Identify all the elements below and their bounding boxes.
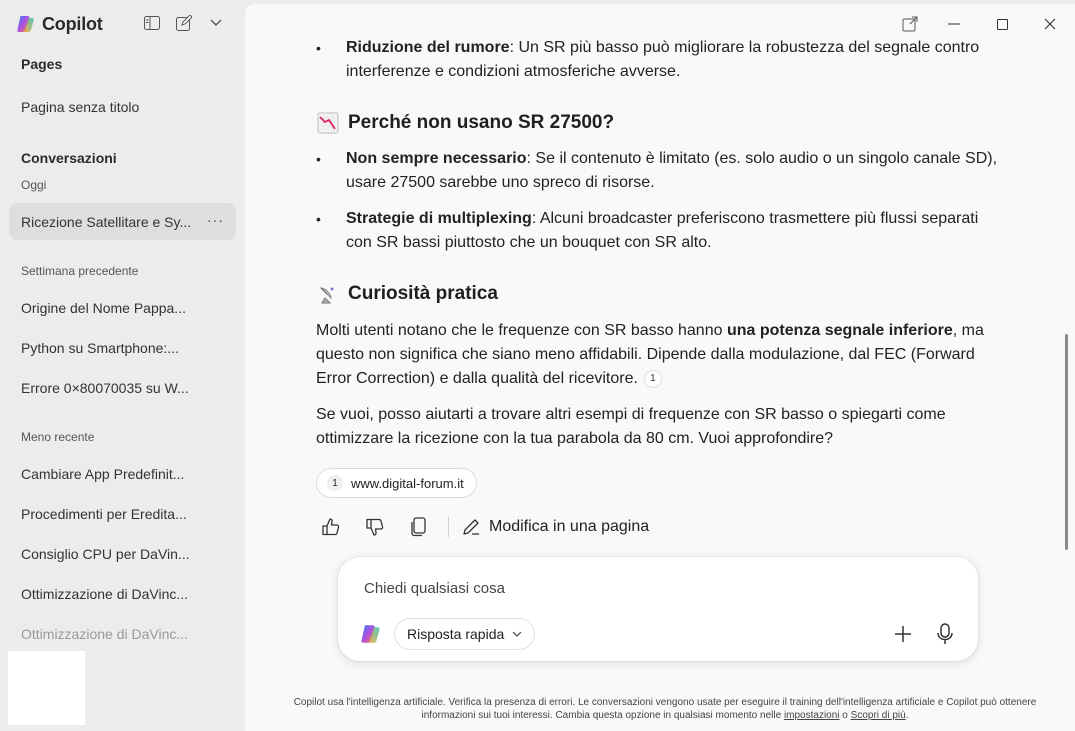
pages-title: Pages	[21, 56, 63, 72]
source-number: 1	[327, 475, 343, 491]
sidebar-item-label: Ottimizzazione di DaVinc...	[21, 585, 189, 602]
message-composer	[338, 557, 978, 661]
sidebar-item-label: Procedimenti per Eredita...	[21, 505, 187, 522]
settings-link[interactable]: impostazioni	[783, 710, 840, 721]
popout-icon[interactable]	[900, 14, 920, 34]
thumbs-down-icon[interactable]	[360, 512, 390, 542]
app-title: Copilot	[42, 13, 103, 34]
microphone-icon	[936, 623, 954, 645]
copilot-logo-icon	[360, 623, 382, 645]
sidebar-item-conversation[interactable]	[9, 535, 236, 572]
group-title-last-week: Settimana precedente	[21, 264, 139, 278]
close-icon[interactable]	[1040, 14, 1060, 34]
sidebar-toolbar	[143, 14, 225, 32]
conversations-title: Conversazioni	[21, 150, 117, 166]
bullet-text: : Alcuni broadcaster preferiscono trasmettere più flussi separati con SR bassi piuttosto che un bouquet con SR alto.	[346, 210, 979, 251]
satellite-dish-icon	[316, 282, 340, 306]
sidebar-item-conversation[interactable]	[9, 455, 236, 492]
bullet-text: : Un SR più basso può migliorare la robustezza del segnale contro interferenze e condizioni atmosferiche avverse.	[346, 39, 980, 80]
sidebar-toggle-icon[interactable]	[143, 14, 161, 32]
edit-pencil-icon	[461, 517, 481, 537]
sidebar-item-conversation[interactable]	[9, 615, 236, 652]
sidebar-item-label: Cambiare App Predefinit...	[21, 465, 185, 482]
group-title-older: Meno recente	[21, 430, 95, 444]
sidebar-item-label: Origine del Nome Pappa...	[21, 299, 186, 316]
bullet-bold: Non sempre necessario	[346, 150, 527, 167]
source-link[interactable]	[316, 468, 477, 498]
heading-text: Curiosità pratica	[348, 283, 498, 304]
sidebar-item-conversation-active[interactable]	[9, 203, 236, 240]
microphone-button[interactable]	[933, 622, 957, 646]
chat-area: • Riduzione del rumore: Un SR più basso può migliorare la robustezza del segnale contro interferenze e condizioni atmosferiche avverse. Perché non usano SR 27500? • Non sempre necessario: Se il contenuto è limitato (es. solo audio o un singolo canale SD), usare 27500 sarebbe uno spreco di risorse. • Strategie di multiplexing: Alcuni broadcaster preferiscono trasmettere più flussi separati con SR bassi piuttosto che un bouquet con SR alto. Curiosità pratica Molti utenti notano che le frequenze con SR basso hanno una potenza segnale inferiore, ma questo non significa che siano meno affidabili. Dipende dalla modulazione, dal FEC (Forward Error Correction) e dalla qualità del ricevitore. 1 Se vuoi, posso aiutarti a trovare altri esempi di frequenze con SR basso o spiegarti come ottimizzare la ricezione con la tua parabola da 80 cm. Vuoi approfondire? 1 www.digital-forum.it Modifica in una pagina Chiedi qualsiasi cosa Risposta rapida Copilot usa l'intelligenza artificiale. Verifica la presenza di errori. Le conversazioni vengono usate per eseguire il training dell'intelligenza artificiale e Copilot può ottenere informazioni sui tuoi interessi. Cambia questa opzione in qualsiasi momento nelle impostazioni o Scopri di più.	[245, 4, 1075, 731]
paragraph: Se vuoi, posso aiutarti a trovare altri esempi di frequenze con SR basso o spiegarti come ottimizzare la ricezione con la tua parabola da 80 cm. Vuoi approfondire?	[316, 406, 946, 447]
sidebar-item-label: Consiglio CPU per DaVin...	[21, 545, 190, 562]
more-options-icon[interactable]: ···	[207, 212, 224, 228]
sidebar-item-page[interactable]	[9, 88, 236, 125]
edit-in-page-button[interactable]	[461, 517, 649, 537]
sidebar-item-label: Ottimizzazione di DaVinc...	[21, 625, 189, 642]
edit-in-page-label: Modifica in una pagina	[489, 518, 650, 535]
learn-more-link[interactable]: Scopri di più	[850, 710, 906, 721]
response-mode-select[interactable]	[394, 618, 535, 650]
sidebar-item-label: Errore 0×80070035 su W...	[21, 379, 189, 396]
thumbs-up-icon[interactable]	[316, 512, 346, 542]
app-logo	[16, 12, 103, 36]
minimize-icon[interactable]	[944, 14, 964, 34]
bullet-bold: Strategie di multiplexing	[346, 210, 532, 227]
message-actions	[316, 512, 649, 542]
blank-panel	[8, 651, 85, 725]
disclaimer: Copilot usa l'intelligenza artificiale. Verifica la presenza di errori. Le conversazioni vengono usate per eseguire il training dell'intelligenza artificiale e Copilot può ottenere informazioni sui tuoi interessi. Cambia questa opzione in qualsiasi momento nelle impostazioni o Scopri di più.	[293, 697, 1037, 721]
new-chat-icon[interactable]	[175, 14, 193, 32]
source-label: www.digital-forum.it	[351, 475, 464, 491]
chevron-down-icon[interactable]	[207, 14, 225, 32]
paragraph: Molti utenti notano che le frequenze con SR basso hanno una potenza segnale inferiore, ma questo non significa che siano meno affidabili. Dipende dalla modulazione, dal FEC (Forward Error Correction) e dalla qualità del ricevitore. 1	[316, 322, 984, 387]
chat-input[interactable]	[364, 577, 924, 599]
chart-decreasing-icon	[316, 111, 340, 135]
copilot-logo-icon	[16, 14, 36, 34]
plus-icon	[894, 625, 912, 643]
maximize-icon[interactable]	[992, 14, 1012, 34]
copy-icon[interactable]	[404, 512, 434, 542]
chevron-down-icon	[512, 631, 522, 637]
sidebar-item-conversation[interactable]	[9, 575, 236, 612]
add-attachment-button[interactable]	[891, 622, 915, 646]
sidebar-item-label: Ricezione Satellitare e Sy...	[21, 213, 191, 230]
sidebar-item-conversation[interactable]	[9, 329, 236, 366]
heading-text: Perché non usano SR 27500?	[348, 112, 615, 133]
divider	[448, 517, 449, 537]
sidebar-item-conversation[interactable]	[9, 369, 236, 406]
sidebar-item-label: Python su Smartphone:...	[21, 339, 179, 356]
group-title-today: Oggi	[21, 178, 47, 192]
sidebar-item-conversation[interactable]	[9, 289, 236, 326]
section-heading	[316, 282, 498, 306]
sidebar-item-label: Pagina senza titolo	[21, 98, 140, 115]
bullet-text: : Se il contenuto è limitato (es. solo audio o un singolo canale SD), usare 27500 sarebbe uno spreco di risorse.	[346, 150, 998, 191]
bullet-bold: Riduzione del rumore	[346, 39, 510, 56]
scrollbar-thumb[interactable]	[1065, 334, 1068, 550]
sidebar	[0, 0, 245, 731]
section-heading	[316, 111, 614, 135]
sidebar-item-conversation[interactable]	[9, 495, 236, 532]
citation-badge[interactable]: 1	[644, 370, 662, 388]
response-mode-label: Risposta rapida	[407, 626, 505, 642]
